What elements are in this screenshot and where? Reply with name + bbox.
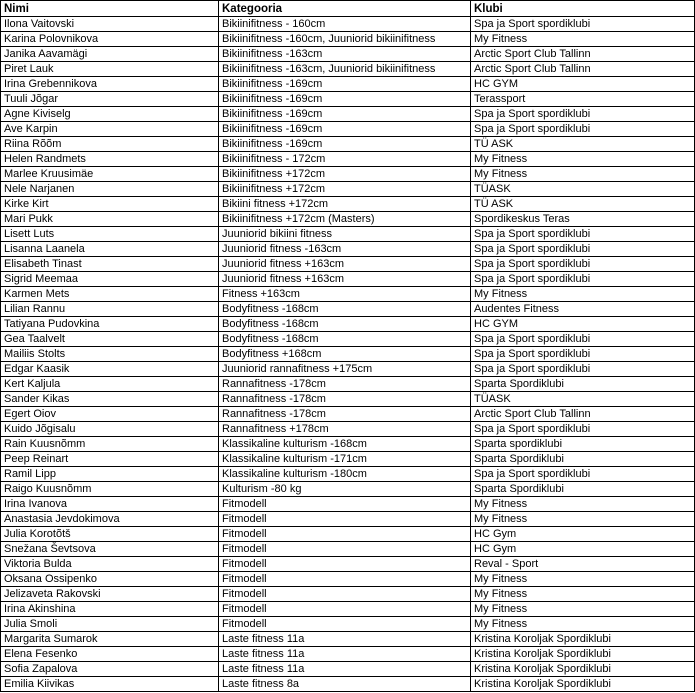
cell-klubi: HC Gym (471, 527, 695, 542)
cell-kategooria: Klassikaline kulturism -180cm (219, 467, 471, 482)
cell-nimi: Anastasia Jevdokimova (1, 512, 219, 527)
cell-klubi: Spa ja Sport spordiklubi (471, 422, 695, 437)
cell-nimi: Ramil Lipp (1, 467, 219, 482)
cell-klubi: TÜASK (471, 182, 695, 197)
column-header-kategooria: Kategooria (219, 1, 471, 17)
cell-nimi: Janika Aavamägi (1, 47, 219, 62)
table-header (1, 1, 695, 17)
cell-klubi: Reval - Sport (471, 557, 695, 572)
cell-klubi: Spa ja Sport spordiklubi (471, 17, 695, 32)
cell-klubi: Kristina Koroljak Spordiklubi (471, 647, 695, 662)
table-row (1, 317, 695, 332)
table-row (1, 617, 695, 632)
cell-klubi: HC GYM (471, 317, 695, 332)
table-row (1, 227, 695, 242)
cell-nimi: Emilia Kiivikas (1, 677, 219, 692)
cell-kategooria: Bikiinifitness +172cm (219, 167, 471, 182)
cell-nimi: Lilian Rannu (1, 302, 219, 317)
cell-kategooria: Laste fitness 11a (219, 647, 471, 662)
cell-kategooria: Fitness +163cm (219, 287, 471, 302)
table-row (1, 392, 695, 407)
cell-nimi: Agne Kiviselg (1, 107, 219, 122)
cell-nimi: Julia Korotõtš (1, 527, 219, 542)
cell-kategooria: Juuniorid rannafitness +175cm (219, 362, 471, 377)
table-row (1, 602, 695, 617)
cell-nimi: Nele Narjanen (1, 182, 219, 197)
cell-kategooria: Laste fitness 8a (219, 677, 471, 692)
table-row (1, 437, 695, 452)
cell-klubi: My Fitness (471, 602, 695, 617)
cell-kategooria: Bodyfitness -168cm (219, 332, 471, 347)
table-body (1, 17, 695, 692)
cell-kategooria: Fitmodell (219, 617, 471, 632)
table-row (1, 62, 695, 77)
cell-nimi: Mari Pukk (1, 212, 219, 227)
table-row (1, 47, 695, 62)
table-row (1, 332, 695, 347)
table-row (1, 287, 695, 302)
cell-kategooria: Fitmodell (219, 497, 471, 512)
table-row (1, 662, 695, 677)
cell-klubi: Spa ja Sport spordiklubi (471, 242, 695, 257)
cell-nimi: Kert Kaljula (1, 377, 219, 392)
table-row (1, 557, 695, 572)
cell-kategooria: Bikiinifitness -169cm (219, 137, 471, 152)
cell-nimi: Piret Lauk (1, 62, 219, 77)
cell-nimi: Elisabeth Tinast (1, 257, 219, 272)
cell-nimi: Irina Grebennikova (1, 77, 219, 92)
cell-kategooria: Kulturism -80 kg (219, 482, 471, 497)
table-row (1, 257, 695, 272)
cell-klubi: Spa ja Sport spordiklubi (471, 122, 695, 137)
table-row (1, 512, 695, 527)
cell-kategooria: Fitmodell (219, 512, 471, 527)
cell-kategooria: Klassikaline kulturism -171cm (219, 452, 471, 467)
table-row (1, 152, 695, 167)
cell-klubi: HC GYM (471, 77, 695, 92)
cell-klubi: Arctic Sport Club Tallinn (471, 407, 695, 422)
table-row (1, 347, 695, 362)
cell-klubi: Spa ja Sport spordiklubi (471, 332, 695, 347)
cell-klubi: Spa ja Sport spordiklubi (471, 362, 695, 377)
cell-kategooria: Rannafitness -178cm (219, 407, 471, 422)
cell-kategooria: Fitmodell (219, 542, 471, 557)
cell-nimi: Sofia Zapalova (1, 662, 219, 677)
cell-kategooria: Juuniorid fitness -163cm (219, 242, 471, 257)
cell-kategooria: Klassikaline kulturism -168cm (219, 437, 471, 452)
cell-nimi: Jelizaveta Rakovski (1, 587, 219, 602)
cell-nimi: Julia Smoli (1, 617, 219, 632)
cell-nimi: Ave Karpin (1, 122, 219, 137)
cell-klubi: Spa ja Sport spordiklubi (471, 257, 695, 272)
table-row (1, 167, 695, 182)
cell-klubi: Sparta spordiklubi (471, 437, 695, 452)
cell-nimi: Kirke Kirt (1, 197, 219, 212)
table-row (1, 587, 695, 602)
cell-klubi: TÜASK (471, 392, 695, 407)
cell-kategooria: Juuniorid bikiini fitness (219, 227, 471, 242)
cell-kategooria: Fitmodell (219, 602, 471, 617)
table-row (1, 197, 695, 212)
cell-klubi: Spa ja Sport spordiklubi (471, 272, 695, 287)
cell-nimi: Tatiyana Pudovkina (1, 317, 219, 332)
table-row (1, 677, 695, 692)
cell-klubi: Kristina Koroljak Spordiklubi (471, 662, 695, 677)
cell-klubi: TÜ ASK (471, 197, 695, 212)
cell-nimi: Marlee Kruusimäe (1, 167, 219, 182)
cell-klubi: Spa ja Sport spordiklubi (471, 227, 695, 242)
cell-klubi: Audentes Fitness (471, 302, 695, 317)
cell-klubi: My Fitness (471, 617, 695, 632)
cell-nimi: Rain Kuusnõmm (1, 437, 219, 452)
cell-nimi: Helen Randmets (1, 152, 219, 167)
cell-kategooria: Fitmodell (219, 587, 471, 602)
table-row (1, 452, 695, 467)
cell-kategooria: Fitmodell (219, 572, 471, 587)
cell-klubi: Sparta Spordiklubi (471, 452, 695, 467)
cell-nimi: Gea Taalvelt (1, 332, 219, 347)
cell-kategooria: Bikiinifitness -163cm (219, 47, 471, 62)
cell-kategooria: Bikiinifitness -160cm, Juuniorid bikiinifitness (219, 32, 471, 47)
cell-klubi: Arctic Sport Club Tallinn (471, 47, 695, 62)
header-row (1, 1, 695, 17)
table-row (1, 542, 695, 557)
cell-klubi: My Fitness (471, 572, 695, 587)
cell-klubi: My Fitness (471, 167, 695, 182)
cell-kategooria: Bikiinifitness -169cm (219, 107, 471, 122)
cell-nimi: Lisanna Laanela (1, 242, 219, 257)
table-row (1, 632, 695, 647)
cell-nimi: Raigo Kuusnõmm (1, 482, 219, 497)
table-row (1, 92, 695, 107)
table-row (1, 482, 695, 497)
table-row (1, 362, 695, 377)
cell-klubi: Spa ja Sport spordiklubi (471, 467, 695, 482)
cell-klubi: Spa ja Sport spordiklubi (471, 107, 695, 122)
table-row (1, 182, 695, 197)
cell-kategooria: Bodyfitness -168cm (219, 302, 471, 317)
cell-klubi: Kristina Koroljak Spordiklubi (471, 677, 695, 692)
table-row (1, 242, 695, 257)
table-row (1, 302, 695, 317)
cell-nimi: Riina Rõõm (1, 137, 219, 152)
cell-nimi: Lisett Luts (1, 227, 219, 242)
cell-kategooria: Fitmodell (219, 527, 471, 542)
table-row (1, 467, 695, 482)
cell-klubi: TÜ ASK (471, 137, 695, 152)
cell-klubi: My Fitness (471, 497, 695, 512)
cell-nimi: Egert Oiov (1, 407, 219, 422)
table-row (1, 212, 695, 227)
table-row (1, 377, 695, 392)
cell-klubi: HC Gym (471, 542, 695, 557)
cell-klubi: Spa ja Sport spordiklubi (471, 347, 695, 362)
cell-kategooria: Bikiinifitness - 160cm (219, 17, 471, 32)
cell-nimi: Irina Akinshina (1, 602, 219, 617)
cell-kategooria: Rannafitness -178cm (219, 392, 471, 407)
cell-klubi: Spordikeskus Teras (471, 212, 695, 227)
cell-kategooria: Laste fitness 11a (219, 662, 471, 677)
cell-nimi: Karina Polovnikova (1, 32, 219, 47)
cell-nimi: Irina Ivanova (1, 497, 219, 512)
cell-nimi: Sigrid Meemaa (1, 272, 219, 287)
table-row (1, 77, 695, 92)
cell-nimi: Ilona Vaitovski (1, 17, 219, 32)
cell-nimi: Tuuli Jõgar (1, 92, 219, 107)
cell-kategooria: Juuniorid fitness +163cm (219, 257, 471, 272)
table-row (1, 17, 695, 32)
cell-nimi: Karmen Mets (1, 287, 219, 302)
cell-kategooria: Bikiinifitness - 172cm (219, 152, 471, 167)
cell-kategooria: Rannafitness +178cm (219, 422, 471, 437)
table-row (1, 497, 695, 512)
table-row (1, 527, 695, 542)
cell-kategooria: Bikiinifitness -169cm (219, 92, 471, 107)
cell-kategooria: Bikiinifitness +172cm (Masters) (219, 212, 471, 227)
cell-nimi: Viktoria Bulda (1, 557, 219, 572)
table-row (1, 137, 695, 152)
cell-nimi: Oksana Ossipenko (1, 572, 219, 587)
cell-klubi: My Fitness (471, 512, 695, 527)
table-row (1, 572, 695, 587)
column-header-nimi: Nimi (1, 1, 219, 17)
column-header-klubi: Klubi (471, 1, 695, 17)
cell-kategooria: Fitmodell (219, 557, 471, 572)
cell-kategooria: Bikiinifitness -169cm (219, 77, 471, 92)
cell-kategooria: Bikiinifitness -169cm (219, 122, 471, 137)
cell-nimi: Elena Fesenko (1, 647, 219, 662)
cell-kategooria: Bodyfitness +168cm (219, 347, 471, 362)
cell-nimi: Mailiis Stolts (1, 347, 219, 362)
cell-kategooria: Rannafitness -178cm (219, 377, 471, 392)
table-row (1, 407, 695, 422)
cell-kategooria: Bikiini fitness +172cm (219, 197, 471, 212)
cell-nimi: Kuido Jõgisalu (1, 422, 219, 437)
cell-nimi: Sander Kikas (1, 392, 219, 407)
cell-kategooria: Juuniorid fitness +163cm (219, 272, 471, 287)
cell-kategooria: Bikiinifitness -163cm, Juuniorid bikiinifitness (219, 62, 471, 77)
cell-klubi: Kristina Koroljak Spordiklubi (471, 632, 695, 647)
cell-kategooria: Laste fitness 11a (219, 632, 471, 647)
cell-klubi: Terassport (471, 92, 695, 107)
cell-klubi: My Fitness (471, 152, 695, 167)
cell-nimi: Snežana Ševtsova (1, 542, 219, 557)
cell-klubi: Arctic Sport Club Tallinn (471, 62, 695, 77)
table-row (1, 122, 695, 137)
cell-klubi: My Fitness (471, 287, 695, 302)
cell-klubi: Sparta Spordiklubi (471, 377, 695, 392)
cell-nimi: Edgar Kaasik (1, 362, 219, 377)
table-row (1, 272, 695, 287)
cell-kategooria: Bodyfitness -168cm (219, 317, 471, 332)
cell-klubi: My Fitness (471, 32, 695, 47)
cell-klubi: My Fitness (471, 587, 695, 602)
cell-kategooria: Bikiinifitness +172cm (219, 182, 471, 197)
table-row (1, 422, 695, 437)
cell-nimi: Margarita Sumarok (1, 632, 219, 647)
table-row (1, 32, 695, 47)
table-row (1, 107, 695, 122)
cell-klubi: Sparta Spordiklubi (471, 482, 695, 497)
table-row (1, 647, 695, 662)
cell-nimi: Peep Reinart (1, 452, 219, 467)
